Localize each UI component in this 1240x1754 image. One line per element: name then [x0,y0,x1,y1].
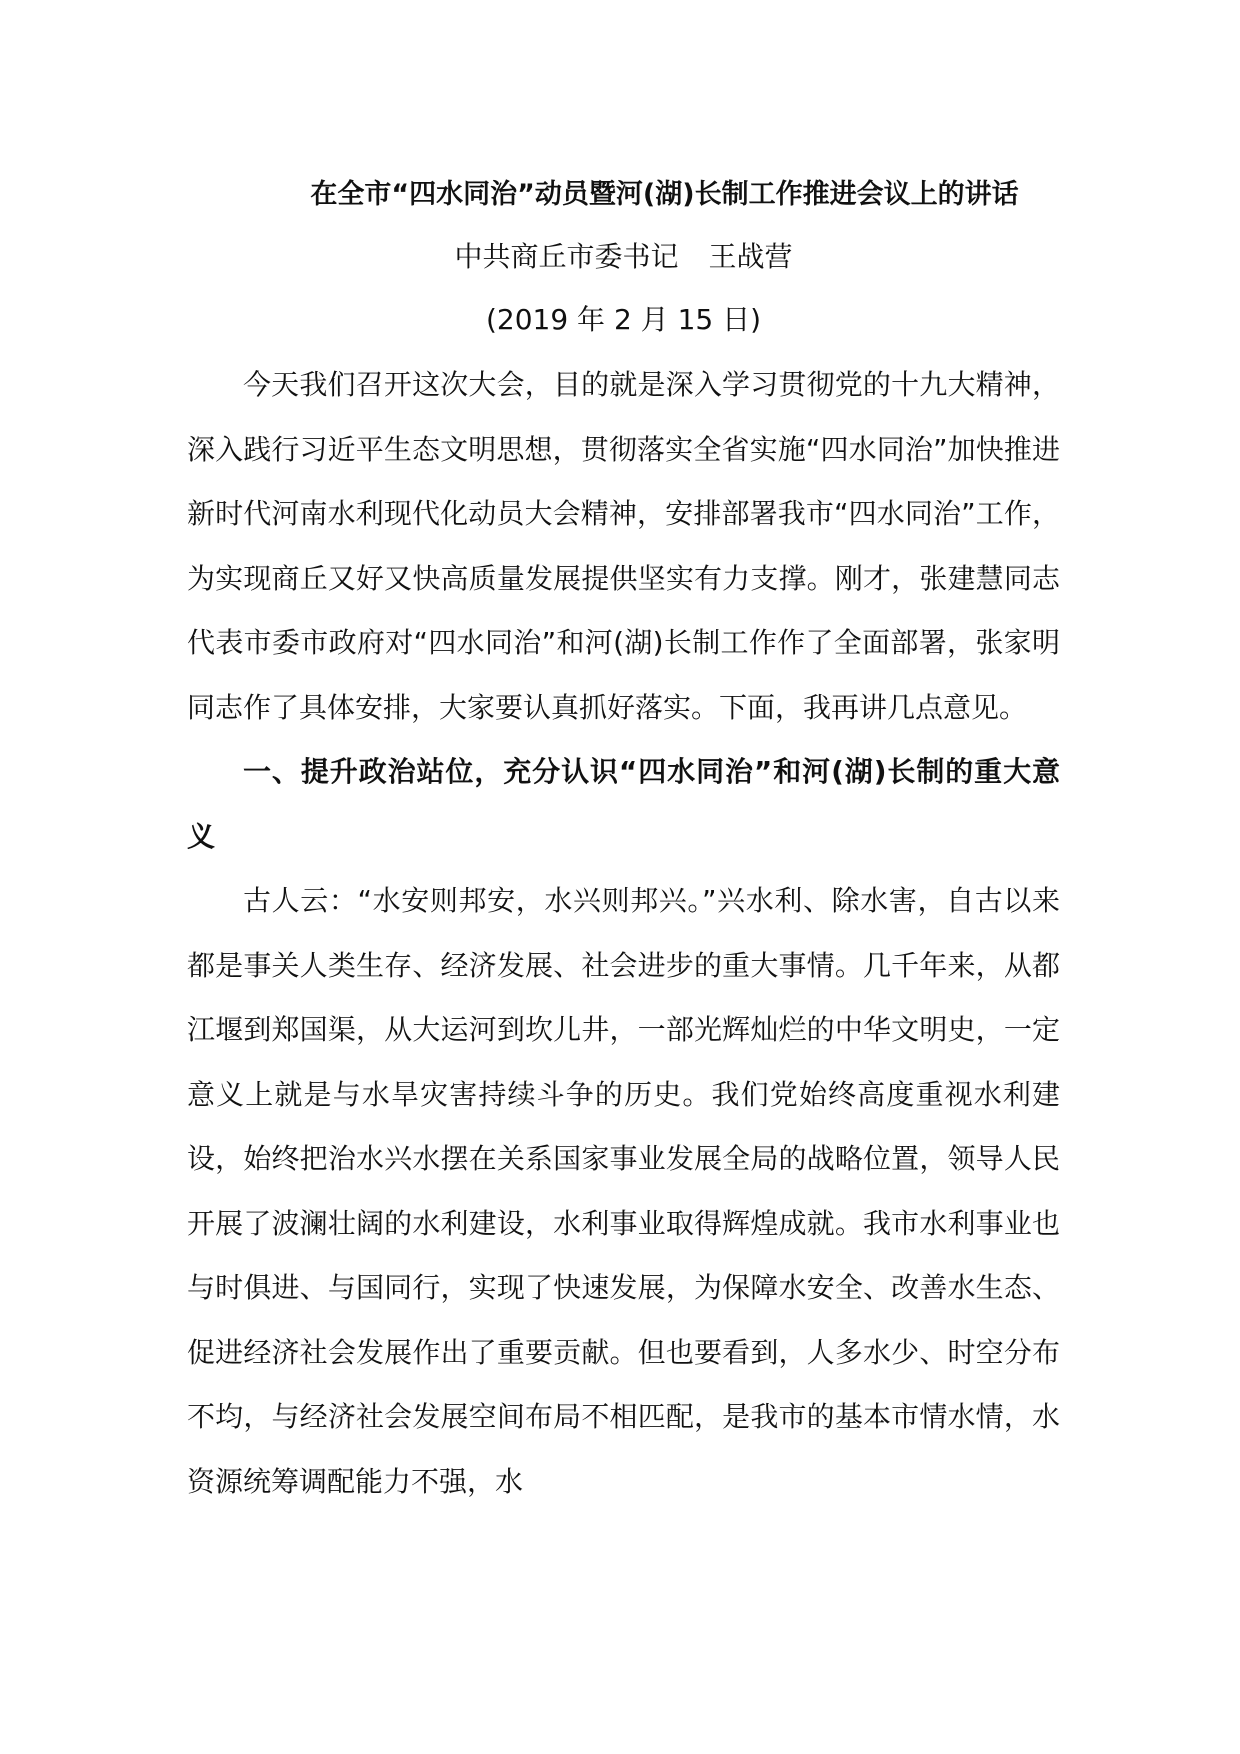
section-heading: 一、提升政治站位，充分认识“四水同治”和河(湖)长制的重大意义 [187,755,1060,853]
intro-paragraph: 今天我们召开这次大会，目的就是深入学习贯彻党的十九大精神，深入践行习近平生态文明思想，贯彻落实全省实施“四水同治”加快推进新时代河南水利现代化动员大会精神，安排部署我市“四水同治”工作，为实现商丘又好又快高质量发展提供坚实有力支撑。刚才，张建慧同志代表市委市政府对“四水同治”和河(湖)长制工作作了全面部署，张家明同志作了具体安排，大家要认真抓好落实。下面，我再讲几点意见。 [187,368,1060,724]
speech-date: (2019 年 2 月 15 日) [485,303,762,336]
document-body [187,172,1060,1514]
document-title: 在全市“四水同治”动员暨河(湖)长制工作推进会议上的讲话 [310,179,1019,210]
author-line [187,234,1060,280]
author-role: 中共商丘市委书记 [454,240,679,273]
section-paragraph: 古人云：“水安则邦安，水兴则邦兴。”兴水利、除水害，自古以来都是事关人类生存、经济发展、社会进步的重大事情。几千年来，从都江堰到郑国渠，从大运河到坎儿井，一部光辉灿烂的中华文明史，一定意义上就是与水旱灾害持续斗争的历史。我们党始终高度重视水利建设，始终把治水兴水摆在关系国家事业发展全局的战略位置，领导人民开展了波澜壮阔的水利建设，水利事业取得辉煌成就。我市水利事业也与时俱进、与国同行，实现了快速发展，为保障水安全、改善水生态、促进经济社会发展作出了重要贡献。但也要看到，人多水少、时空分布不均，与经济社会发展空间布局不相匹配，是我市的基本市情水情，水资源统筹调配能力不强，水 [187,884,1060,1498]
author-name: 王战营 [708,240,793,273]
